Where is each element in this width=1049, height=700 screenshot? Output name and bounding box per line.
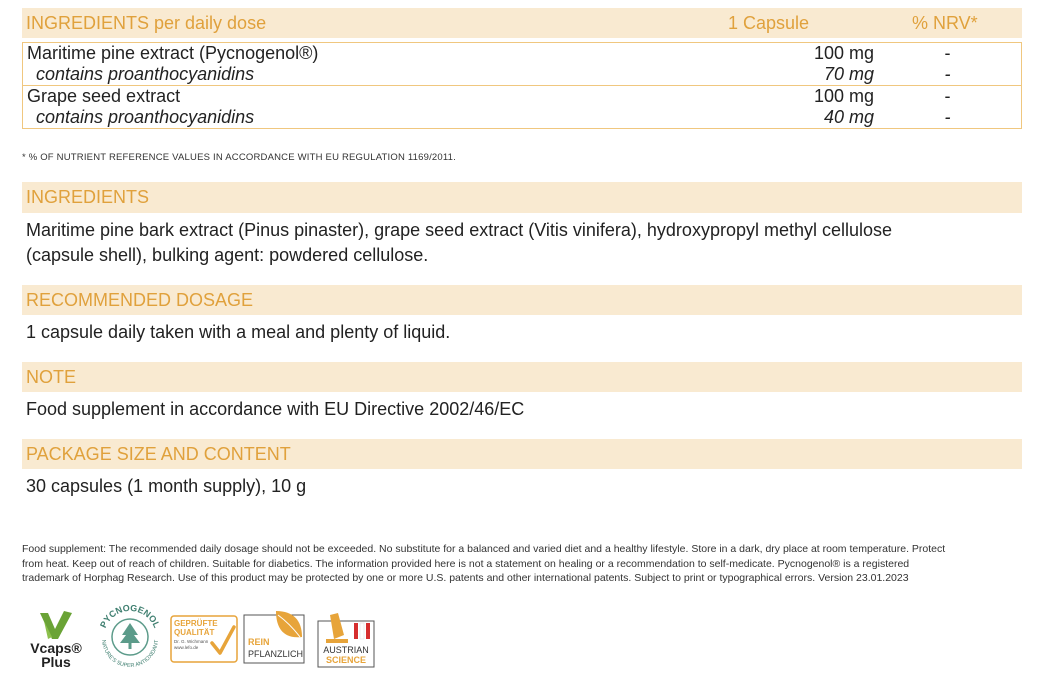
section-title: NOTE [26, 367, 77, 387]
note-text: Food supplement in accordance with EU Directive 2002/46/EC [26, 399, 525, 419]
rein-line-1: REIN [248, 637, 270, 647]
austrian-line-1: AUSTRIAN [323, 645, 369, 655]
quality-line-3: Dr. G. Wichmann [174, 639, 209, 644]
nrv-footnote: * % OF NUTRIENT REFERENCE VALUES IN ACCORDANCE WITH EU REGULATION 1169/2011. [22, 152, 456, 163]
row-name: Maritime pine extract (Pycnogenol®) [27, 43, 319, 63]
row-nrv: - [944, 43, 951, 63]
legal-disclaimer [22, 542, 1042, 586]
gepruefte-qualitaet-logo [170, 615, 238, 663]
rein-line-2: PFLANZLICH [248, 649, 304, 659]
legal-line-1: Food supplement: The recommended daily dosage should not be exceeded. No substitute for a balanced and varied diet and a healthy lifestyle. Store in a dark, dry place at room temperature. Protect [22, 543, 946, 555]
table-row [23, 64, 1022, 86]
section-header-package [22, 439, 1022, 469]
section-title: INGREDIENTS [26, 187, 150, 207]
austrian-science-logo [314, 605, 380, 669]
vcaps-line-2: Plus [41, 654, 71, 669]
quality-line-1: GEPRÜFTE [174, 619, 218, 628]
austrian-line-2: SCIENCE [325, 655, 367, 665]
nutrition-table-header [22, 8, 1022, 38]
quality-line-2: QUALITÄT [174, 628, 215, 637]
row-amount: 70 mg [823, 64, 874, 84]
section-header-dosage [22, 285, 1022, 315]
row-name: contains proanthocyanidins [36, 64, 255, 84]
table-row [23, 86, 1022, 108]
vcaps-plus-logo [22, 607, 90, 669]
pycnogenol-logo [94, 599, 166, 671]
legal-line-2: from heat. Keep out of reach of children. Suitable for diabetics. The information provided here is not a statement on healing or a recommendation to self-medicate. Pycnogenol® is a registered [22, 557, 910, 570]
header-label: INGREDIENTS per daily dose [26, 13, 267, 33]
section-title: PACKAGE SIZE AND CONTENT [26, 444, 291, 464]
ingredients-line-1: Maritime pine bark extract (Pinus pinaster), grape seed extract (Vitis vinifera), hydroxypropyl methyl cellulose [26, 220, 893, 240]
vcaps-line-1: Vcaps® [30, 640, 82, 656]
nutrition-table [22, 42, 1022, 129]
row-nrv: - [944, 64, 951, 84]
dosage-text: 1 capsule daily taken with a meal and plenty of liquid. [26, 322, 451, 342]
header-col-amount: 1 Capsule [728, 13, 810, 33]
legal-line-3: trademark of Horphag Research. Use of this product may be protected by one or more U.S. patents and other international patents. Subject to print or typographical errors. Version 23.01.2023 [22, 572, 909, 584]
certification-logos [22, 602, 402, 673]
header-col-nrv: % NRV* [912, 13, 978, 33]
section-header-ingredients [22, 182, 1022, 213]
section-header-note [22, 362, 1022, 392]
quality-line-4: www.lefo.de [174, 645, 199, 650]
section-title: RECOMMENDED DOSAGE [26, 290, 254, 310]
row-nrv: - [944, 107, 951, 127]
pycnogenol-bottom-text: NATURE'S SUPER ANTIOXIDANT [99, 639, 161, 670]
row-name: contains proanthocyanidins [36, 107, 255, 127]
ingredients-line-2: (capsule shell), bulking agent: powdered cellulose. [26, 245, 429, 265]
row-nrv: - [944, 86, 951, 106]
row-name: Grape seed extract [27, 86, 181, 106]
row-amount: 100 mg [813, 86, 874, 106]
package-text: 30 capsules (1 month supply), 10 g [26, 476, 307, 496]
row-amount: 40 mg [823, 107, 874, 127]
ingredients-text [26, 218, 1006, 268]
rein-pflanzlich-logo [242, 607, 308, 665]
table-row [23, 107, 1022, 129]
row-amount: 100 mg [813, 43, 874, 63]
table-row [23, 43, 1022, 65]
pycnogenol-top-text: PYCNOGENOL [98, 602, 162, 630]
